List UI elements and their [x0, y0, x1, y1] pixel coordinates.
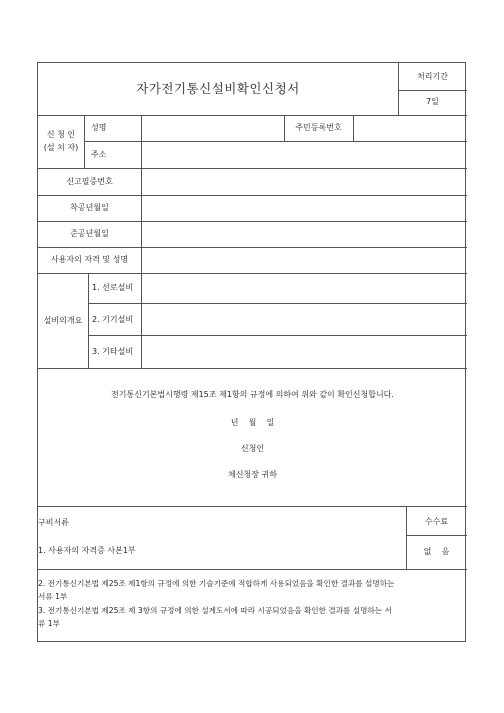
- row-divider-2: [38, 221, 467, 222]
- address-label: 주소: [91, 150, 107, 159]
- row-divider-1: [38, 195, 467, 196]
- declaration-applicant: 신청인: [240, 444, 265, 453]
- required-document-item: 2. 전기통신기본법 제25조 제1항의 규정에 의한 기술기준에 적합하게 사용되었음을 확인한 결과를 설명하는: [38, 579, 395, 588]
- equipment-item: 3. 기타설비: [92, 347, 134, 356]
- fee-value: 없 음: [423, 547, 450, 556]
- resident-id-label: 주민등록번호: [295, 123, 342, 132]
- documents-divider: [38, 569, 467, 570]
- equipment-item: 2. 기기설비: [92, 315, 134, 324]
- equipment-item-line: [141, 273, 142, 368]
- equipment-item: 1. 선로설비: [92, 283, 134, 292]
- fee-column-line: [406, 506, 407, 569]
- equipment-divider-1: [88, 303, 467, 304]
- applicant-bottom-line: [38, 168, 467, 169]
- applicant-label-line: [84, 115, 85, 168]
- declaration-date: 년 월 일: [230, 418, 275, 427]
- equipment-bottom-line: [38, 368, 467, 369]
- declaration-bottom-line: [38, 506, 467, 507]
- processing-period-value: 7일: [426, 97, 439, 106]
- user-qualification-label: 사용자의 자격 및 성명: [50, 255, 129, 264]
- required-document-item: 3. 전기통신기본법 제25조 제 3항의 규정에 의한 설계도서에 따라 시공되었음을 확인한 결과를 설명하는 서: [38, 606, 392, 615]
- report-number-label: 신고필증번호: [66, 177, 113, 186]
- equipment-divider-2: [88, 335, 467, 336]
- required-document-item: 1. 사용자의 자격증 사본1부: [38, 546, 136, 555]
- row-divider-4: [38, 273, 467, 274]
- header-divider: [38, 115, 467, 116]
- processing-column-line: [398, 63, 399, 115]
- declaration-statement: 전기통신기본법시행령 제15조 제1항의 규정에 의하여 위와 같이 확인신청합니다.: [111, 390, 394, 399]
- name-label: 성명: [91, 123, 107, 132]
- required-documents-label: 구비서류: [38, 518, 69, 527]
- equipment-overview-label: 설비의개요: [43, 316, 83, 325]
- applicant-field-line: [141, 115, 142, 168]
- processing-divider: [398, 90, 467, 91]
- start-date-label: 착공년월일: [70, 203, 109, 212]
- application-form: [37, 62, 466, 642]
- row-divider-3: [38, 247, 467, 248]
- rows-label-line: [141, 168, 142, 273]
- fee-divider: [406, 535, 467, 536]
- installer-label: (설 치 자): [43, 143, 79, 152]
- completion-date-label: 준공년월일: [70, 229, 109, 238]
- processing-period-label: 처리기간: [417, 72, 448, 81]
- form-title: 자가전기통신설비확인신청서: [136, 81, 300, 96]
- fee-label: 수수료: [424, 517, 449, 526]
- declaration-recipient: 체신청장 귀하: [228, 470, 277, 479]
- id-label-right-line: [353, 115, 354, 141]
- applicant-label: 신 청 인: [46, 130, 76, 139]
- required-document-item-continued: 서류 1부: [38, 592, 68, 601]
- required-document-item-continued: 류 1부: [38, 619, 60, 628]
- equipment-label-line: [88, 273, 89, 368]
